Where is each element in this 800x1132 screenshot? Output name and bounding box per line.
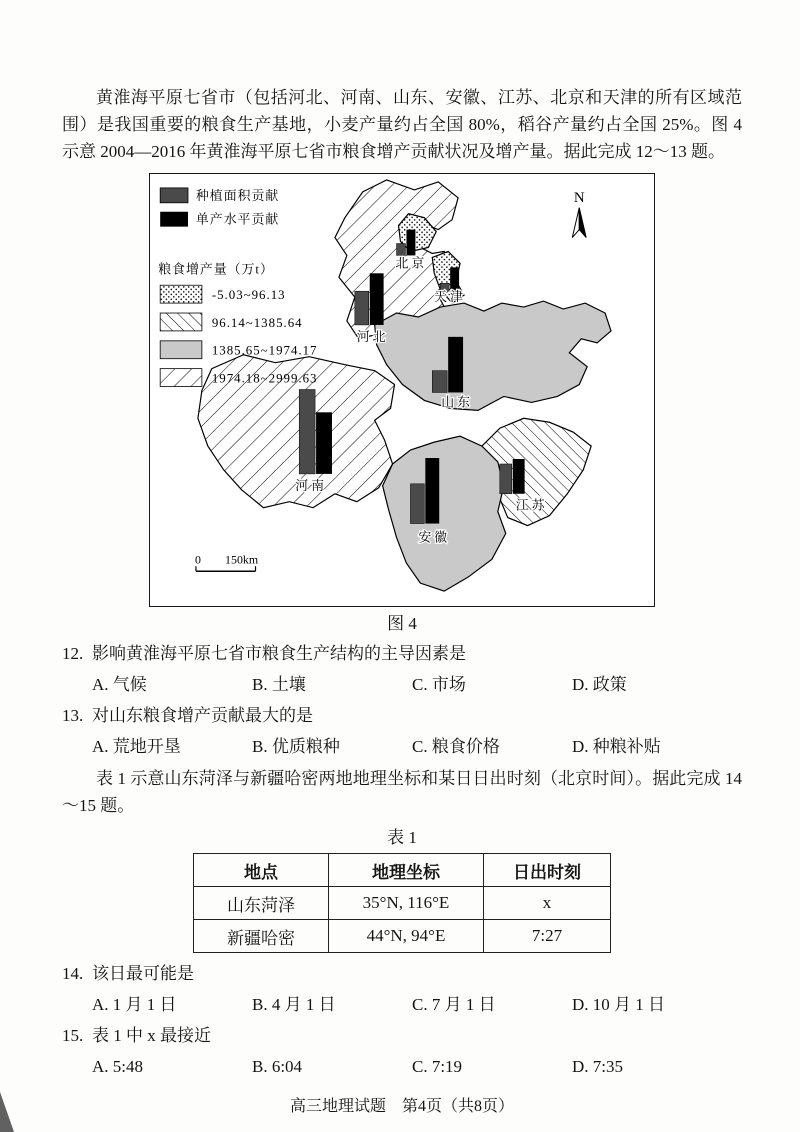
cell-sunrise-heze: x	[484, 887, 611, 920]
province-shandong	[375, 301, 611, 410]
legend-range-1: -5.03~96.13	[211, 288, 286, 303]
question-13-number: 13.	[62, 706, 84, 725]
bar-yield-shandong	[448, 337, 463, 393]
question-12-options	[62, 671, 742, 698]
question-14-option-b: B. 4 月 1 日	[252, 995, 336, 1014]
label-jiangsu: 江苏	[515, 498, 548, 513]
question-15-option-b: B. 6:04	[252, 1057, 303, 1076]
bar-yield-hebei	[370, 273, 384, 325]
scale-zero: 0	[194, 552, 201, 567]
question-14	[62, 960, 742, 1018]
legend-swatch-area	[160, 188, 188, 203]
question-15-stem: 表 1 中 x 最接近	[92, 1026, 211, 1045]
question-13	[62, 702, 742, 760]
question-15	[62, 1022, 742, 1080]
legend-swatch-diag-back	[160, 369, 202, 387]
legend-swatch-yield	[160, 212, 188, 227]
grain-contribution-map	[150, 174, 651, 603]
header-place: 地点	[194, 854, 329, 887]
legend-range-title: 粮食增产量（万t）	[158, 262, 274, 277]
question-12-stem: 影响黄淮海平原七省市粮食生产结构的主导因素是	[92, 644, 466, 663]
bar-yield-jiangsu	[513, 459, 525, 494]
cell-place-hami: 新疆哈密	[194, 920, 329, 953]
north-arrow-icon-dark	[579, 208, 586, 238]
cell-place-heze: 山东菏泽	[194, 887, 329, 920]
map-frame	[149, 173, 655, 607]
legend-range-4: 1974.18~2999.63	[211, 371, 318, 386]
label-anhui: 安徽	[418, 530, 451, 545]
question-13-options	[62, 733, 742, 760]
question-12-option-a: A. 气候	[92, 675, 147, 694]
figure-4	[62, 173, 742, 636]
table-intro-paragraph: 表 1 示意山东菏泽与新疆哈密两地地理坐标和某日日出时刻（北京时间）。据此完成 14～15 题。	[62, 769, 742, 815]
bar-area-hebei	[355, 291, 369, 325]
question-14-number: 14.	[62, 964, 84, 983]
province-anhui	[383, 436, 506, 591]
page-footer: 高三地理试题 第4页（共8页）	[289, 1098, 514, 1115]
legend-swatch-gray	[160, 341, 202, 359]
label-shandong: 山东	[441, 395, 473, 410]
bar-yield-tianjin	[450, 267, 459, 291]
bar-area-beijing	[397, 244, 406, 256]
question-13-stem: 对山东粮食增产贡献最大的是	[92, 706, 313, 725]
legend-label-yield: 单产水平贡献	[195, 212, 280, 227]
legend-swatch-diag-fwd	[160, 313, 202, 331]
north-arrow-icon	[572, 208, 579, 238]
question-13-option-b: B. 优质粮种	[252, 737, 340, 756]
table-1-section	[62, 825, 742, 953]
question-14-option-d: D. 10 月 1 日	[572, 995, 666, 1014]
scale-distance: 150km	[225, 552, 259, 567]
legend-range-2: 96.14~1385.64	[211, 315, 303, 330]
bar-yield-henan	[316, 412, 332, 474]
question-13-option-c: C. 粮食价格	[412, 737, 500, 756]
question-12-number: 12.	[62, 644, 84, 663]
header-coordinates: 地理坐标	[329, 854, 484, 887]
question-15-options	[62, 1053, 742, 1080]
question-15-option-a: A. 5:48	[92, 1057, 143, 1076]
label-hebei: 河北	[356, 329, 389, 344]
question-14-option-a: A. 1 月 1 日	[92, 995, 177, 1014]
question-14-options	[62, 991, 742, 1018]
table-header-row	[194, 854, 611, 887]
question-12-option-d: D. 政策	[572, 675, 627, 694]
table-row	[194, 920, 611, 953]
cell-coord-heze: 35°N, 116°E	[329, 887, 484, 920]
question-12	[62, 640, 742, 698]
question-15-number: 15.	[62, 1026, 84, 1045]
question-15-option-c: C. 7:19	[412, 1057, 463, 1076]
bar-yield-beijing	[406, 230, 415, 256]
table-title: 表 1	[387, 828, 417, 847]
question-13-option-a: A. 荒地开垦	[92, 737, 181, 756]
label-henan: 河南	[295, 478, 327, 493]
question-14-stem: 该日最可能是	[92, 964, 194, 983]
question-12-option-c: C. 市场	[412, 675, 466, 694]
cell-coord-hami: 44°N, 94°E	[329, 920, 484, 953]
sunrise-table	[193, 853, 611, 953]
label-tianjin: 天津	[434, 290, 467, 305]
bar-area-jiangsu	[500, 464, 512, 494]
bar-area-henan	[299, 389, 315, 473]
question-12-option-b: B. 土壤	[252, 675, 306, 694]
scan-artifact	[0, 1092, 14, 1132]
legend-swatch-dots	[160, 285, 202, 303]
bar-yield-anhui	[425, 458, 439, 524]
cell-sunrise-hami: 7:27	[484, 920, 611, 953]
legend-range-3: 1385.65~1974.17	[211, 343, 318, 358]
bar-area-shandong	[432, 371, 447, 393]
header-sunrise-time: 日出时刻	[484, 854, 611, 887]
question-14-option-c: C. 7 月 1 日	[412, 995, 496, 1014]
north-label: N	[573, 189, 585, 206]
question-15-option-d: D. 7:35	[572, 1057, 623, 1076]
table-row	[194, 887, 611, 920]
figure-caption: 图 4	[387, 614, 417, 633]
label-beijing: 北京	[395, 256, 428, 271]
intro-paragraph: 黄淮海平原七省市（包括河北、河南、山东、安徽、江苏、北京和天津的所有区域范围）是我国重要的粮食生产基地，小麦产量约占全国 80%，稻谷产量约占全国 25%。图 4 示意 2004—2016 年黄淮海平原七省市粮食增产贡献状况及增产量。据此完成 12～13 题。	[62, 88, 742, 161]
bar-area-anhui	[410, 484, 424, 524]
question-13-option-d: D. 种粮补贴	[572, 737, 661, 756]
legend-label-area: 种植面积贡献	[195, 188, 280, 203]
